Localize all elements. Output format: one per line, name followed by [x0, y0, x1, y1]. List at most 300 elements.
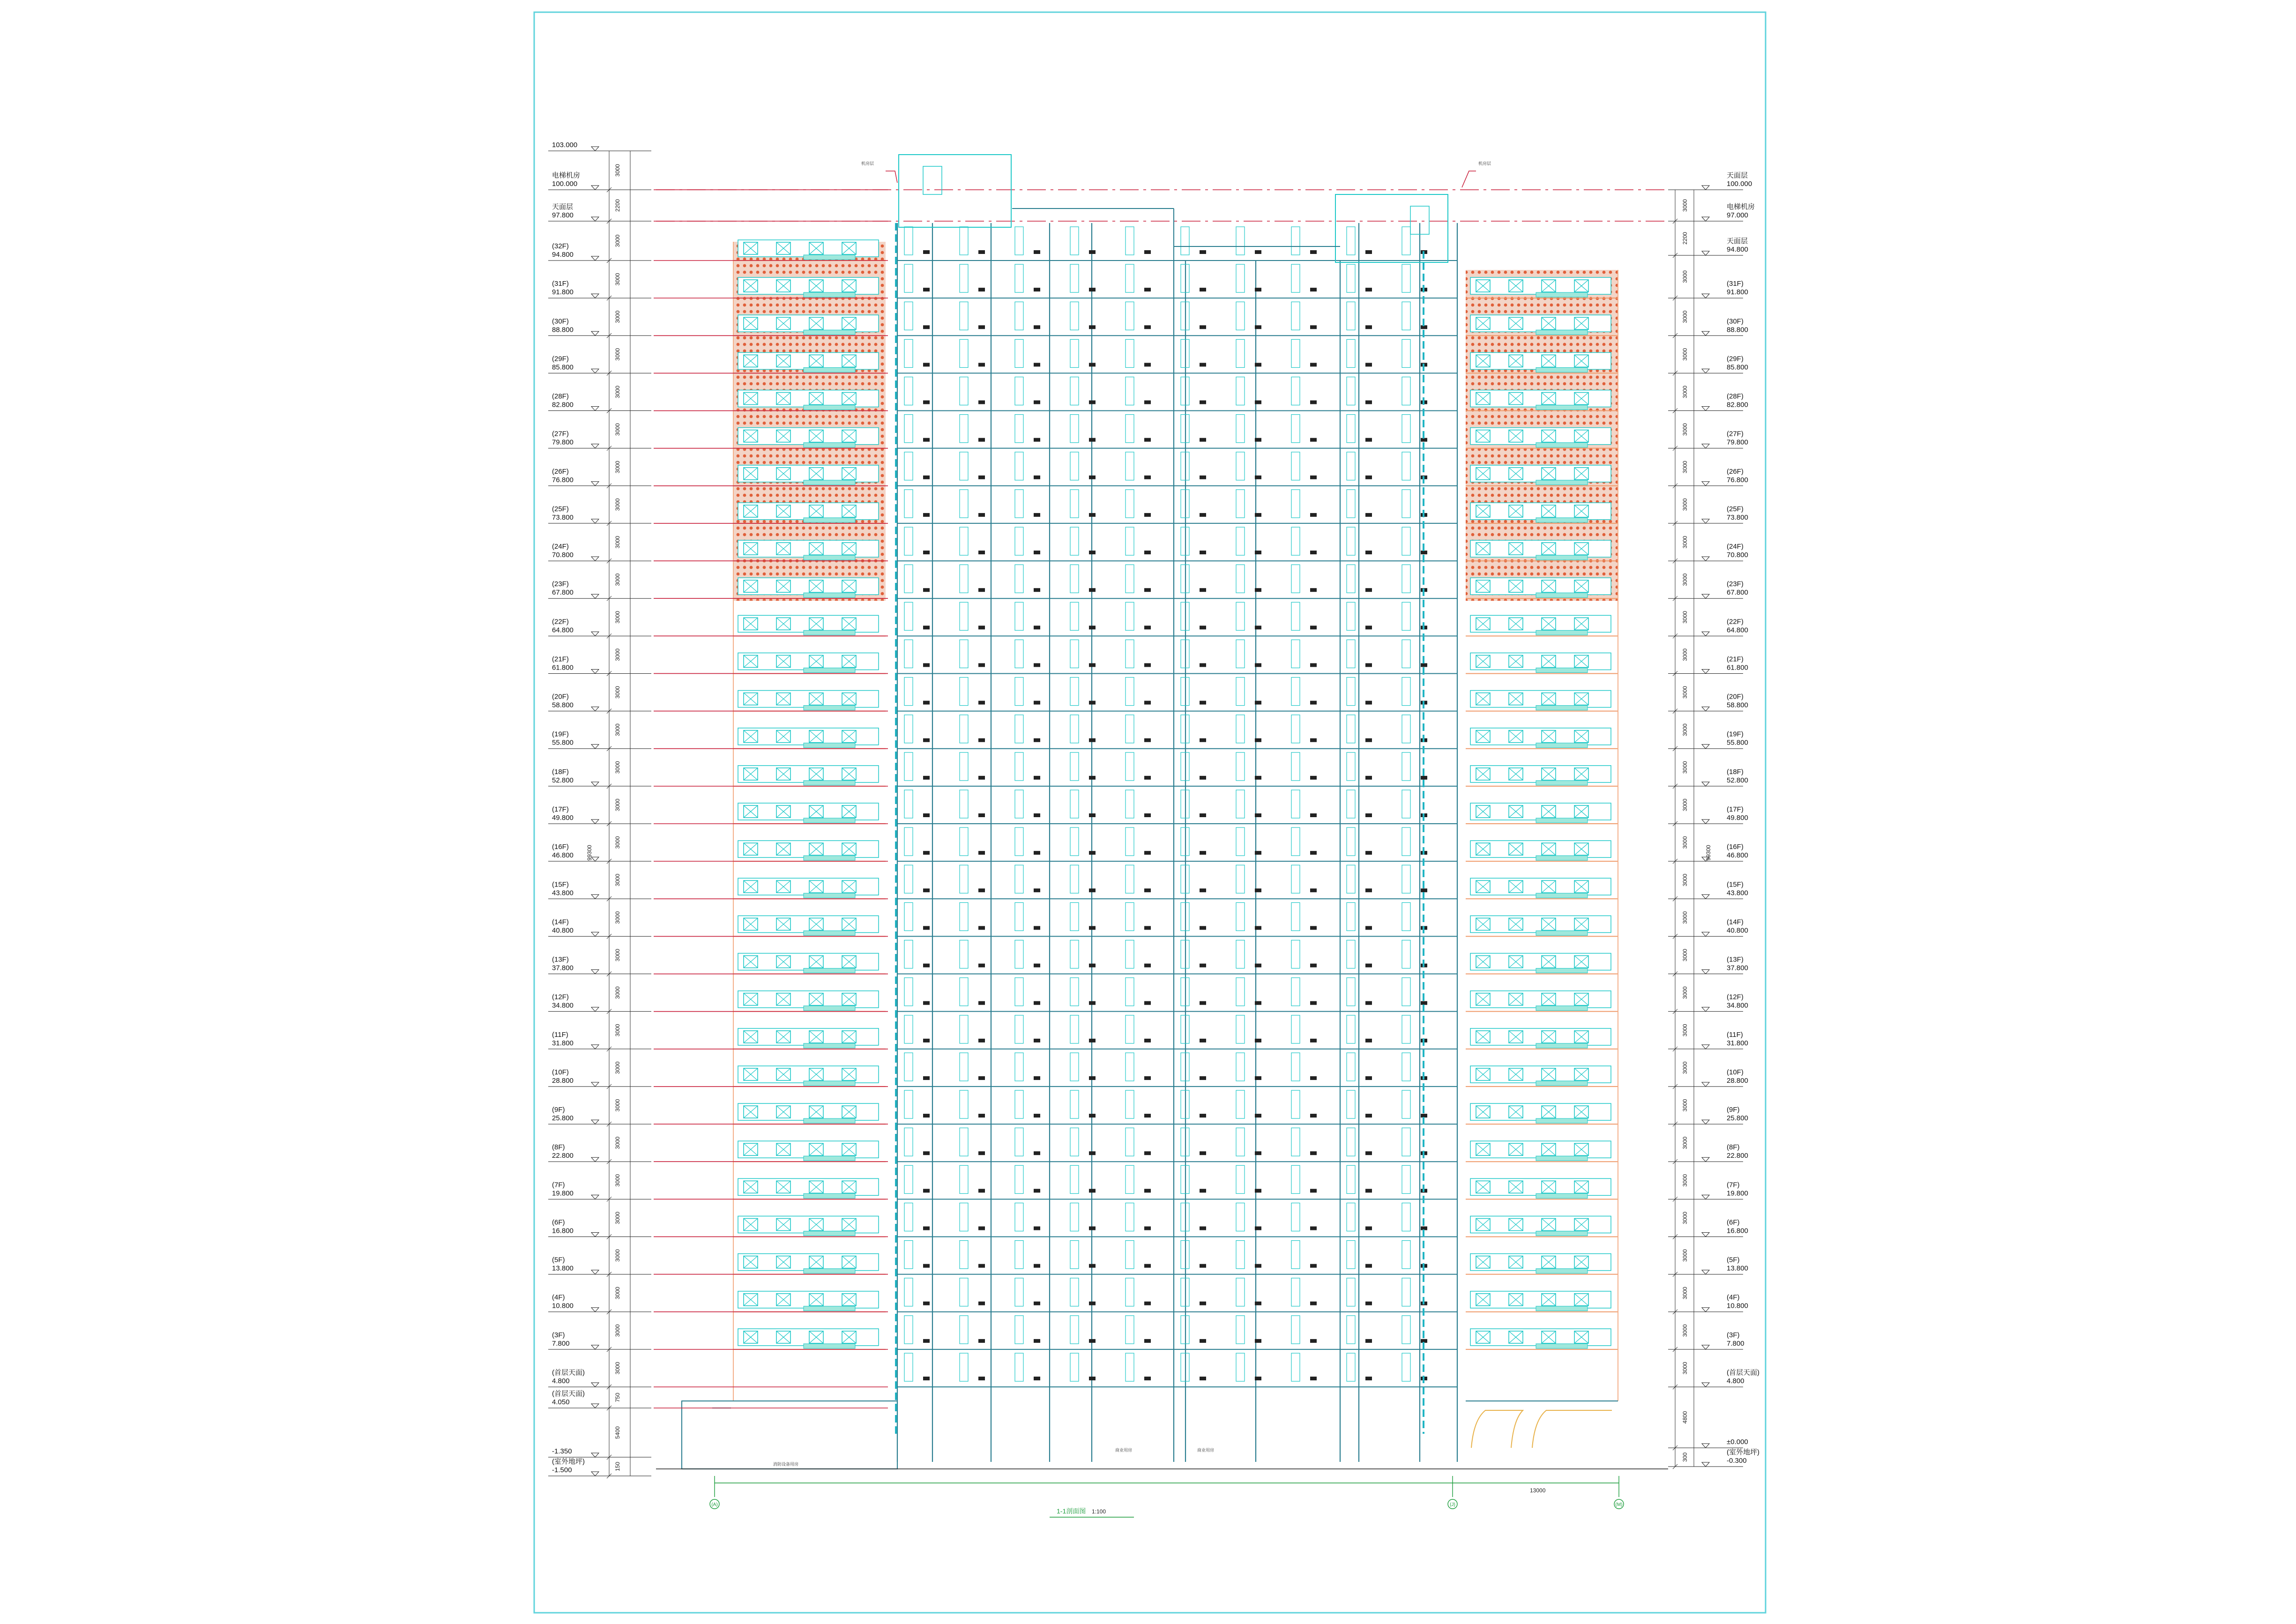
floor-label-block [1365, 250, 1372, 254]
left-level-label: (9F) [552, 1106, 565, 1114]
left-level-elev: -1.500 [552, 1466, 572, 1474]
door-opening [960, 452, 968, 480]
door-opening [1347, 902, 1355, 931]
balcony-rail [804, 518, 855, 522]
elevation-triangle-icon [1702, 186, 1709, 190]
door-opening [1291, 902, 1300, 931]
window-frame [738, 1028, 879, 1045]
door-opening [1015, 227, 1023, 255]
window-frame [1470, 991, 1611, 1008]
floor-label-block [978, 1339, 985, 1343]
door-opening [1070, 1128, 1079, 1156]
left-level-33 [548, 1369, 888, 1387]
right-level-label: (28F) [1727, 392, 1744, 401]
door-opening [1402, 1015, 1410, 1043]
floor-label-block [1365, 738, 1372, 742]
floor-label-block [1200, 776, 1206, 780]
door-opening [1181, 227, 1189, 255]
window-frame [738, 615, 879, 632]
door-opening [1291, 940, 1300, 968]
door-opening [1402, 415, 1410, 443]
floor-label-block [978, 626, 985, 629]
floor-label-block [1089, 626, 1096, 629]
balcony-rail [1536, 443, 1588, 447]
window-frame [1470, 1291, 1611, 1308]
door-opening [1070, 678, 1079, 706]
floor-label-block [1255, 1264, 1261, 1268]
floor-label-block [1089, 476, 1096, 479]
window-frame [738, 315, 879, 332]
balcony-row [733, 1178, 886, 1199]
door-opening [1291, 678, 1300, 706]
floor-label-block [1144, 776, 1151, 780]
right-dim-value: 3000 [1682, 611, 1688, 624]
window-frame [738, 1216, 879, 1233]
right-dim-value: 3000 [1682, 986, 1688, 999]
floor-label-block [1255, 1114, 1261, 1117]
door-opening [1347, 790, 1355, 818]
floor-label-block [923, 551, 930, 554]
floor-label-block [1089, 250, 1096, 254]
door-opening [1236, 1353, 1245, 1381]
door-opening [1126, 339, 1134, 367]
window-frame [1470, 277, 1611, 294]
floor-label-block [1365, 1264, 1372, 1268]
floor-label-block [923, 363, 930, 366]
door-opening [1015, 827, 1023, 856]
floor-label-block [1034, 401, 1040, 404]
door-opening [1070, 715, 1079, 743]
floor-label-block [1200, 738, 1206, 742]
door-opening [1126, 377, 1134, 405]
window-frame [738, 277, 879, 294]
floor-label-block [1089, 738, 1096, 742]
floor-label-block [1089, 1226, 1096, 1230]
right-level-elev: 49.800 [1727, 814, 1748, 822]
floor-label-block [1200, 1302, 1206, 1305]
elevation-triangle-icon [1702, 707, 1709, 711]
floor-label-block [978, 1039, 985, 1043]
door-opening [1236, 302, 1245, 330]
door-opening [1236, 1241, 1245, 1269]
left-level-label: (24F) [552, 543, 569, 551]
elevation-triangle-icon [1702, 1232, 1709, 1237]
door-opening [904, 264, 913, 292]
door-opening [1402, 602, 1410, 630]
floor-label-block [1255, 1377, 1261, 1380]
floor-label-block [978, 476, 985, 479]
balcony-row [733, 991, 886, 1012]
roof-tag-leader [886, 171, 897, 183]
elevation-triangle-icon [591, 932, 599, 936]
door-opening [1347, 940, 1355, 968]
door-opening [1291, 790, 1300, 818]
door-opening [1070, 1316, 1079, 1344]
floor-label-block [1089, 325, 1096, 329]
right-dim-value: 3000 [1682, 798, 1688, 812]
floor-label-block [1144, 513, 1151, 517]
door-opening [1015, 490, 1023, 518]
right-level-label: (首层天面) [1727, 1369, 1759, 1377]
floor-label-block [1310, 476, 1317, 479]
door-opening [1126, 1015, 1134, 1043]
balcony-row [733, 916, 886, 936]
door-opening [1236, 264, 1245, 292]
door-opening [960, 678, 968, 706]
elevation-triangle-icon [591, 1383, 599, 1387]
floor-label-block [1255, 363, 1261, 366]
right-level-11 [1668, 580, 1748, 598]
door-opening [1126, 790, 1134, 818]
right-dim-value: 3000 [1682, 536, 1688, 549]
right-level-elev: 55.800 [1727, 738, 1748, 747]
balcony-row [733, 1216, 886, 1237]
door-opening [1015, 1353, 1023, 1381]
elevation-triangle-icon [1702, 1308, 1709, 1312]
door-opening [904, 865, 913, 893]
floor-label-block [1255, 476, 1261, 479]
door-opening [1015, 302, 1023, 330]
left-level-elev: 52.800 [552, 776, 574, 784]
right-level-2 [1668, 237, 1748, 255]
door-opening [960, 1090, 968, 1118]
floor-label-block [1089, 1151, 1096, 1155]
right-level-label: (15F) [1727, 880, 1744, 889]
elevation-triangle-icon [591, 444, 599, 448]
balcony-rail [1536, 330, 1588, 335]
door-opening [960, 978, 968, 1006]
left-dim-value: 3000 [614, 1324, 621, 1337]
right-level-label: (14F) [1727, 918, 1744, 926]
door-opening [1015, 527, 1023, 555]
balcony-row [1466, 1028, 1618, 1049]
left-level-label: (25F) [552, 505, 569, 513]
floor-label-block [1089, 776, 1096, 780]
left-dim-value: 3000 [614, 723, 621, 737]
floor-label-block [1144, 551, 1151, 554]
left-level-elev: 73.800 [552, 513, 574, 521]
right-level-elev: 13.800 [1727, 1264, 1748, 1273]
elevation-triangle-icon [591, 407, 599, 411]
balcony-row [1466, 1329, 1618, 1349]
left-level-elev: 85.800 [552, 363, 574, 372]
left-level-elev: 79.800 [552, 438, 574, 447]
door-opening [960, 1241, 968, 1269]
right-level-label: (11F) [1727, 1030, 1743, 1039]
door-opening [904, 227, 913, 255]
door-opening [1015, 264, 1023, 292]
right-dim-value: 3000 [1682, 1061, 1688, 1074]
left-level-label: (13F) [552, 955, 569, 964]
elevation-triangle-icon [591, 482, 599, 486]
window-frame [1470, 578, 1611, 595]
right-level-30 [1668, 1294, 1748, 1312]
balcony-rail [1536, 1306, 1588, 1311]
floor-label-block [1365, 1114, 1372, 1117]
floor-label-block [1144, 588, 1151, 592]
floor-label-block [1089, 588, 1096, 592]
floor-label-block [1034, 1001, 1040, 1005]
floor-label-block [1034, 738, 1040, 742]
floor-label-block [978, 438, 985, 442]
door-opening [1402, 978, 1410, 1006]
window-frame [1470, 1178, 1611, 1195]
floor-label-block [923, 588, 930, 592]
floor-label-block [1089, 1302, 1096, 1305]
right-level-6 [1668, 393, 1748, 411]
balcony-rail [804, 1006, 855, 1011]
floor-label-block [1310, 588, 1317, 592]
drawing-scale: 1:100 [1092, 1508, 1106, 1515]
right-level-15 [1668, 730, 1748, 749]
door-opening [904, 490, 913, 518]
window-frame [738, 841, 879, 857]
elevation-triangle-icon [591, 1082, 599, 1087]
right-level-19 [1668, 880, 1748, 899]
left-level-34 [548, 1390, 888, 1408]
balcony-rail [804, 443, 855, 447]
right-level-elev: 76.800 [1727, 476, 1748, 484]
right-level-label: (6F) [1727, 1218, 1740, 1227]
floor-label-block [1089, 513, 1096, 517]
left-level-elev: 31.800 [552, 1039, 574, 1047]
left-dim-value: 3000 [614, 1061, 621, 1074]
door-opening [1291, 978, 1300, 1006]
window-frame [738, 540, 879, 557]
floor-label-block [1089, 1264, 1096, 1268]
right-dim-value: 3000 [1682, 686, 1688, 699]
door-opening [1236, 415, 1245, 443]
elevation-triangle-icon [1702, 519, 1709, 523]
balcony-rail [1536, 480, 1588, 485]
door-opening [1236, 678, 1245, 706]
left-level-label: (29F) [552, 355, 569, 363]
balcony-row [1466, 916, 1618, 936]
left-level-label: 天面层 [552, 203, 574, 211]
door-opening [1291, 1128, 1300, 1156]
door-opening [904, 752, 913, 781]
left-dim-value: 3000 [614, 911, 621, 924]
door-opening [904, 1128, 913, 1156]
floor-label-block [1365, 851, 1372, 855]
left-dim-value: 3000 [614, 1099, 621, 1112]
balcony-rail [1536, 1043, 1588, 1048]
door-opening [1015, 339, 1023, 367]
left-level-0 [548, 141, 651, 151]
floor-label-block [923, 1264, 930, 1268]
elevation-triangle-icon [591, 819, 599, 824]
floor-label-block [1310, 1302, 1317, 1305]
floor-label-block [1255, 1039, 1261, 1043]
right-dim-value: 3000 [1682, 1024, 1688, 1037]
right-level-1 [1668, 202, 1755, 221]
left-dim-value: 3000 [614, 386, 621, 398]
floor-label-block [1310, 926, 1317, 930]
floor-label-block [978, 1189, 985, 1192]
floor-label-block [1200, 813, 1206, 817]
floor-label-block [1365, 888, 1372, 892]
balcony-rail [804, 1231, 855, 1236]
floor-label-block [978, 1226, 985, 1230]
door-opening [1126, 264, 1134, 292]
door-opening [1347, 1203, 1355, 1231]
floor-label-block [1365, 401, 1372, 404]
floor-label-block [1310, 1151, 1317, 1155]
floor-label-block [923, 325, 930, 329]
right-level-4 [1668, 317, 1748, 335]
door-opening [1236, 1165, 1245, 1193]
left-level-elev: 58.800 [552, 701, 574, 709]
balcony-row [733, 766, 886, 786]
window-frame [738, 1103, 879, 1120]
door-opening [1070, 752, 1079, 781]
left-level-label: (10F) [552, 1068, 569, 1076]
left-level-elev: 82.800 [552, 401, 574, 409]
door-opening [1126, 1353, 1134, 1381]
floor-label-block [978, 288, 985, 291]
window-frame [738, 1178, 879, 1195]
floor-label-block [1310, 1039, 1317, 1043]
balcony-row [733, 615, 886, 636]
left-level-label: (11F) [552, 1030, 568, 1039]
door-opening [1347, 1053, 1355, 1081]
floor-label-block [1034, 813, 1040, 817]
window-frame [738, 465, 879, 482]
window-frame [738, 991, 879, 1008]
door-opening [960, 1165, 968, 1193]
right-level-10 [1668, 543, 1748, 561]
floor-label-block [1255, 813, 1261, 817]
window-frame [1470, 653, 1611, 670]
balcony-rail [1536, 668, 1588, 672]
right-level-label: (5F) [1727, 1256, 1740, 1264]
door-opening [1236, 1316, 1245, 1344]
door-opening [1015, 1053, 1023, 1081]
elevation-triangle-icon [1702, 482, 1709, 486]
floor-label-block [978, 776, 985, 780]
door-opening [1015, 1203, 1023, 1231]
floor-label-block [1310, 551, 1317, 554]
floor-label-block [923, 701, 930, 705]
right-level-elev: 40.800 [1727, 926, 1748, 935]
left-dim-value: 3000 [614, 1362, 621, 1375]
left-dim-value: 3000 [614, 836, 621, 849]
floor-label-block [1144, 438, 1151, 442]
floor-label-block [1365, 551, 1372, 554]
balcony-rail [1536, 1193, 1588, 1198]
roof-tag-leader-right [1462, 171, 1476, 187]
elevation-triangle-icon [591, 369, 599, 373]
door-opening [1070, 978, 1079, 1006]
door-opening [1291, 1090, 1300, 1118]
floor-label-block [1365, 1039, 1372, 1043]
door-opening [904, 527, 913, 555]
floor-label-block [1144, 401, 1151, 404]
door-opening [1015, 715, 1023, 743]
door-opening [1126, 640, 1134, 668]
balcony-rail [804, 1193, 855, 1198]
right-level-0 [1668, 171, 1752, 190]
balcony-rail [804, 255, 855, 260]
right-level-3 [1668, 280, 1748, 298]
door-opening [1015, 940, 1023, 968]
balcony-row [1466, 878, 1618, 899]
door-opening [960, 1316, 968, 1344]
floor-label-block [1034, 776, 1040, 780]
elevation-triangle-icon [591, 1007, 599, 1012]
door-opening [960, 565, 968, 593]
right-dim-value: 3000 [1682, 911, 1688, 924]
door-opening [1015, 790, 1023, 818]
elevation-triangle-icon [591, 1157, 599, 1162]
balcony-row [1466, 1216, 1618, 1237]
door-opening [960, 1353, 968, 1381]
left-level-label: (14F) [552, 918, 569, 926]
right-level-8 [1668, 468, 1748, 486]
left-level-elev: 28.800 [552, 1076, 574, 1085]
right-level-27 [1668, 1181, 1748, 1199]
floor-label-block [1200, 1039, 1206, 1043]
door-opening [1291, 339, 1300, 367]
door-opening [960, 527, 968, 555]
floor-label-block [1034, 663, 1040, 667]
door-opening [1015, 1241, 1023, 1269]
balcony-rail [804, 593, 855, 597]
floor-label-block [1255, 250, 1261, 254]
floor-label-block [1034, 701, 1040, 705]
door-opening [1291, 1353, 1300, 1381]
floor-label-block [1255, 325, 1261, 329]
door-opening [1347, 602, 1355, 630]
door-opening [1291, 1278, 1300, 1306]
floor-label-block [1144, 1264, 1151, 1268]
floor-label-block [1034, 1189, 1040, 1192]
floor-label-block [1089, 851, 1096, 855]
floor-label-block [1365, 701, 1372, 705]
door-opening [1070, 377, 1079, 405]
left-dim-value: 150 [614, 1461, 621, 1472]
elevation-triangle-icon [1702, 444, 1709, 448]
elevation-triangle-icon [1702, 1345, 1709, 1349]
door-opening [1015, 565, 1023, 593]
door-opening [1291, 227, 1300, 255]
door-opening [1236, 339, 1245, 367]
door-opening [904, 1015, 913, 1043]
right-level-label: 天面层 [1727, 171, 1748, 179]
right-dim-value: 3000 [1682, 949, 1688, 961]
floor-label-block [1421, 551, 1427, 554]
right-level-label: (21F) [1727, 655, 1744, 663]
door-opening [1402, 1053, 1410, 1081]
right-level-elev: 10.800 [1727, 1302, 1748, 1310]
floor-label-block [1310, 813, 1317, 817]
door-opening [1291, 1203, 1300, 1231]
window-frame [1470, 1216, 1611, 1233]
door-opening [1402, 565, 1410, 593]
elevation-triangle-icon [1702, 819, 1709, 824]
right-level-label: (26F) [1727, 467, 1744, 476]
floor-label-block [978, 701, 985, 705]
floor-label-block [1089, 1377, 1096, 1380]
door-opening [1236, 490, 1245, 518]
window-frame [1470, 803, 1611, 820]
window-frame [1470, 1254, 1611, 1271]
floor-label-block [978, 250, 985, 254]
door-opening [1402, 452, 1410, 480]
door-opening [1402, 227, 1410, 255]
right-total-height: 99300 [1705, 845, 1712, 861]
right-level-22 [1668, 993, 1748, 1012]
